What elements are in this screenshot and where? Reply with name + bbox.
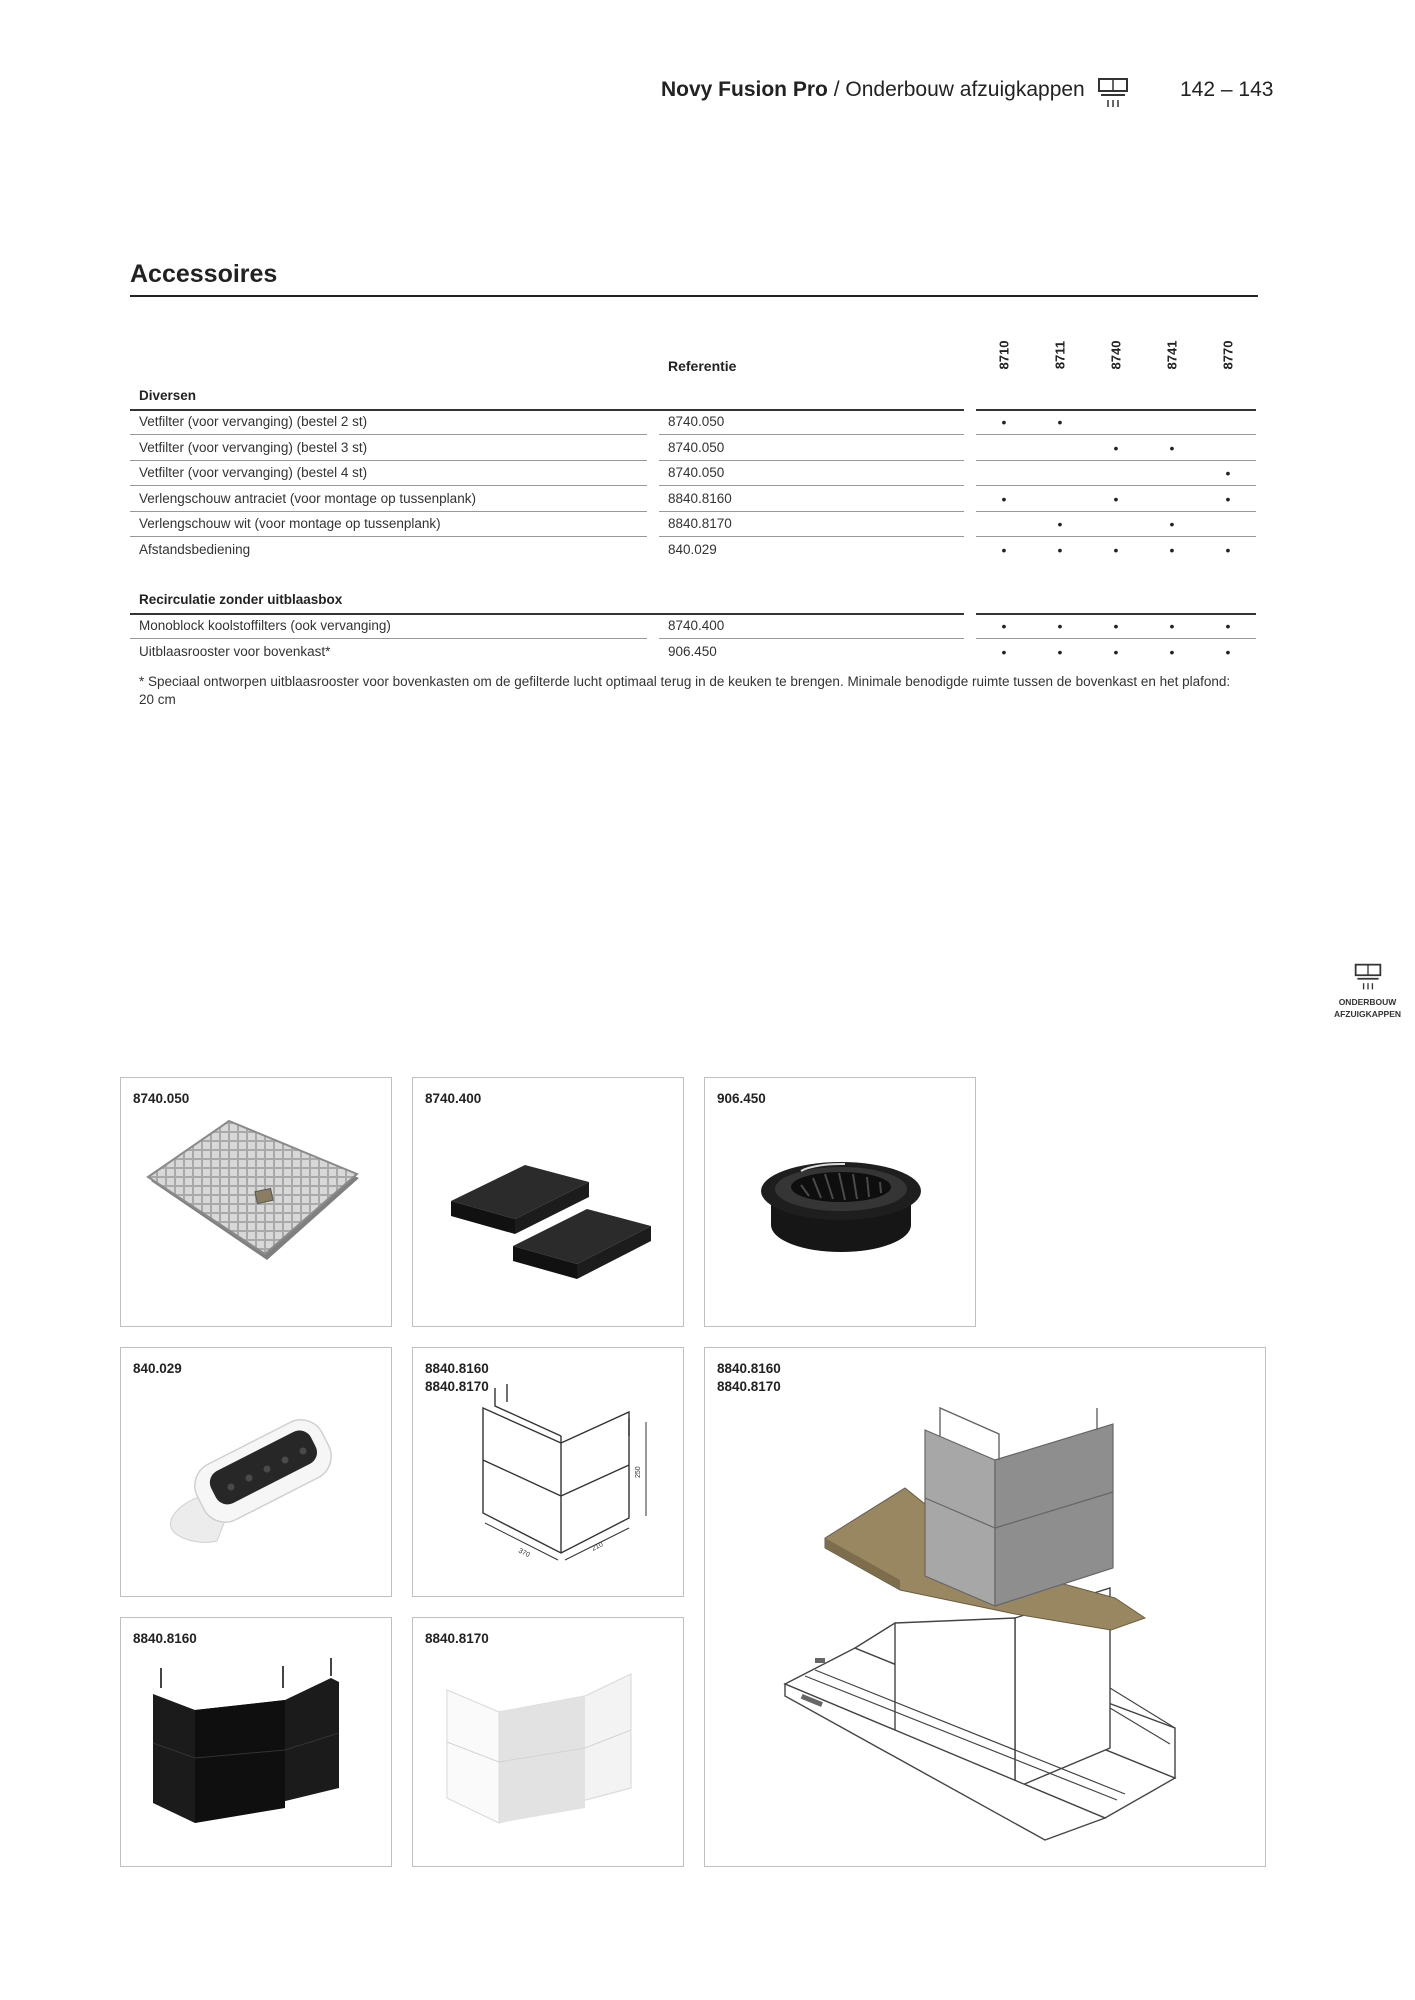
compat-mark: • (1113, 491, 1119, 507)
product-code: 8740.400 (425, 1091, 482, 1106)
product-card-grease-filter[interactable] (120, 1077, 392, 1327)
chimney-white-image (413, 1618, 685, 1868)
reference-header: Referentie (668, 358, 737, 374)
compat-mark: • (1169, 618, 1175, 634)
page-numbers: 142 – 143 (1180, 78, 1274, 101)
carbon-filter-image (413, 1078, 685, 1328)
row-rule (659, 485, 964, 486)
svg-text:250: 250 (635, 1466, 642, 1478)
row-description: Verlengschouw wit (voor montage op tussenplank) (139, 516, 441, 531)
compat-mark: • (1057, 516, 1063, 532)
row-description: Uitblaasrooster voor bovenkast* (139, 644, 331, 659)
product-card-remote-control[interactable] (120, 1347, 392, 1597)
compat-mark: • (1225, 618, 1231, 634)
row-reference: 906.450 (668, 644, 717, 659)
table-row (0, 410, 1415, 435)
row-rule (659, 536, 964, 537)
row-reference: 8740.050 (668, 465, 725, 480)
row-reference: 8740.400 (668, 618, 725, 633)
product-card-exhaust-grille[interactable] (704, 1077, 976, 1327)
compat-mark: • (1057, 618, 1063, 634)
chimney-anthracite-image (121, 1618, 393, 1868)
compat-mark: • (1225, 491, 1231, 507)
compat-mark: • (1113, 440, 1119, 456)
row-description: Monoblock koolstoffilters (ook vervanging) (139, 618, 391, 633)
table-row (0, 487, 1415, 512)
hood-underbuild-icon (1353, 960, 1383, 994)
row-rule (659, 434, 964, 435)
compat-mark: • (1001, 618, 1007, 634)
model-header: 8770 (1220, 340, 1236, 370)
table-row (0, 640, 1415, 665)
product-code: 906.450 (717, 1091, 766, 1106)
compat-mark: • (1057, 644, 1063, 660)
row-description: Vetfilter (voor vervanging) (bestel 2 st) (139, 414, 368, 429)
installation-drawing (705, 1348, 1267, 1868)
product-card-installation-drawing[interactable] (704, 1347, 1266, 1867)
footnote: * Speciaal ontworpen uitblaasrooster voor bovenkasten om de gefilterde lucht optimaal terug in de keuken te brengen. Minimale benodigde ruimte tussen de bovenkast en het plafond: 20 cm (139, 674, 1231, 707)
model-header: 8711 (1052, 340, 1068, 370)
compat-mark: • (1169, 542, 1175, 558)
table-row (0, 538, 1415, 563)
compat-mark: • (1001, 644, 1007, 660)
row-reference: 8740.050 (668, 414, 725, 429)
table-row (0, 614, 1415, 639)
compat-mark: • (1169, 516, 1175, 532)
row-reference: 8840.8160 (668, 491, 732, 506)
side-tab-label-line1: ONDERBOUW (1338, 997, 1397, 1007)
header-brand: Novy Fusion Pro (661, 78, 828, 101)
group-title: Diversen (139, 388, 197, 403)
row-reference: 840.029 (668, 542, 717, 557)
product-code: 840.029 (133, 1361, 182, 1376)
side-tab-label-line2: AFZUIGKAPPEN (1333, 1009, 1402, 1019)
page-header (0, 74, 1415, 114)
compat-mark: • (1169, 440, 1175, 456)
row-reference: 8740.050 (668, 440, 725, 455)
table-row (0, 461, 1415, 486)
product-code: 8840.8160 (133, 1631, 197, 1646)
compat-mark: • (1001, 491, 1007, 507)
row-rule (976, 638, 1256, 639)
compat-mark: • (1001, 414, 1007, 430)
remote-control-image (121, 1348, 393, 1598)
compat-mark: • (1001, 542, 1007, 558)
row-rule (130, 536, 647, 537)
svg-text:210: 210 (590, 1541, 605, 1553)
row-rule (130, 638, 647, 639)
section-side-tab[interactable] (1330, 960, 1405, 1020)
product-code: 8840.8160 8840.8170 (717, 1361, 781, 1394)
row-description: Afstandsbediening (139, 542, 251, 557)
table-row (0, 512, 1415, 537)
row-description: Vetfilter (voor vervanging) (bestel 3 st) (139, 440, 368, 455)
svg-text:370: 370 (517, 1547, 531, 1560)
product-card-chimney-white[interactable] (412, 1617, 684, 1867)
exhaust-grille-image (705, 1078, 977, 1328)
product-card-chimney-anthracite[interactable] (120, 1617, 392, 1867)
section-rule (130, 295, 1258, 297)
product-card-carbon-filter[interactable] (412, 1077, 684, 1327)
hood-underbuild-icon (1096, 76, 1130, 110)
product-card-chimney-dimensions[interactable] (412, 1347, 684, 1597)
compat-mark: • (1057, 414, 1063, 430)
row-rule (976, 536, 1256, 537)
header-title (661, 78, 1085, 102)
product-code: 8840.8170 (425, 1631, 489, 1646)
row-rule (976, 434, 1256, 435)
row-reference: 8840.8170 (668, 516, 732, 531)
row-description: Vetfilter (voor vervanging) (bestel 4 st) (139, 465, 368, 480)
section-title: Accessoires (130, 260, 278, 288)
group-title: Recirculatie zonder uitblaasbox (139, 592, 343, 607)
compat-mark: • (1169, 644, 1175, 660)
compat-mark: • (1113, 542, 1119, 558)
product-code: 8740.050 (133, 1091, 190, 1106)
header-separator: / (833, 78, 840, 101)
header-category: Onderbouw afzuigkappen (845, 78, 1085, 101)
compat-mark: • (1057, 542, 1063, 558)
product-code: 8840.8160 8840.8170 (425, 1361, 489, 1394)
model-header: 8710 (996, 340, 1012, 370)
row-rule (130, 434, 647, 435)
table-row (0, 436, 1415, 461)
model-header: 8740 (1108, 340, 1124, 370)
row-description: Verlengschouw antraciet (voor montage op tussenplank) (139, 491, 476, 506)
row-rule (659, 638, 964, 639)
compat-mark: • (1225, 644, 1231, 660)
compat-mark: • (1113, 618, 1119, 634)
compat-mark: • (1225, 465, 1231, 481)
compat-mark: • (1225, 542, 1231, 558)
compat-mark: • (1113, 644, 1119, 660)
row-rule (130, 485, 647, 486)
grease-filter-image (121, 1078, 393, 1328)
model-header: 8741 (1164, 340, 1180, 370)
row-rule (976, 485, 1256, 486)
